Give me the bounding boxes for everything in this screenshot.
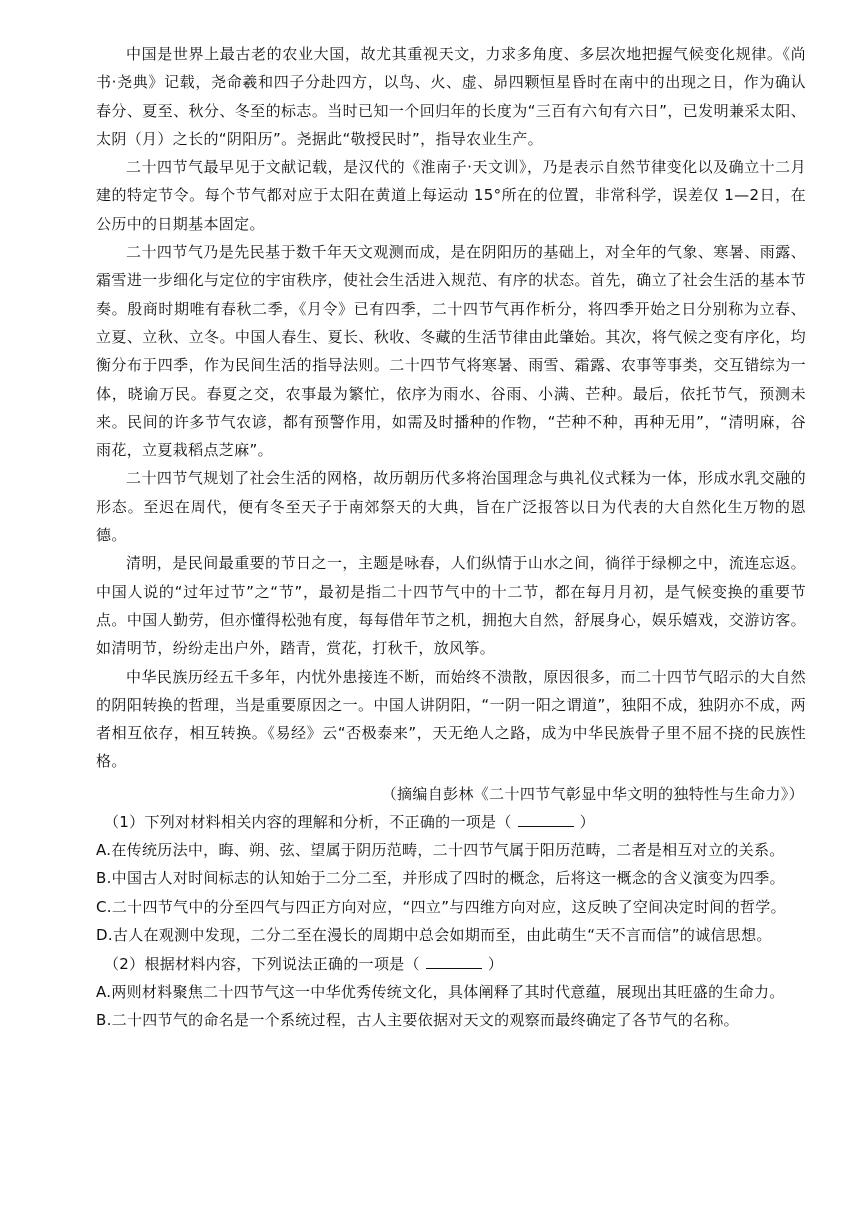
- question-1-option-a[interactable]: A.在传统历法中，晦、朔、弦、望属于阴历范畴，二十四节气属于阳历范畴，二者是相互对立的关系。: [96, 840, 785, 859]
- question-2-stem-text: （2）根据材料内容，下列说法正确的一项是（: [104, 954, 420, 973]
- question-2-option-b[interactable]: B.二十四节气的命名是一个系统过程，古人主要依据对天文的观察而最终确定了各节气的名称。: [96, 1011, 739, 1030]
- question-2: [96, 950, 806, 1035]
- question-1-stem-text: （1）下列对材料相关内容的理解和分析，不正确的一项是（: [104, 812, 512, 831]
- paragraph-5: 清明，是民间最重要的节日之一，主题是咏春，人们纵情于山水之间，徜徉于绿柳之中，流连忘返。中国人说的“过年过节”之“节”，最初是指二十四节气中的十二节，都在每月月初，是气候变换的重要节点。中国人勤劳，但亦懂得松弛有度，每每借年节之机，拥抱大自然，舒展身心，娱乐嬉戏，交游访客。如清明节，纷纷走出户外，踏青，赏花，打秋千，放风筝。: [96, 554, 806, 658]
- question-1-stem-close: ）: [579, 812, 595, 831]
- question-1: [96, 808, 806, 950]
- paragraph-3: 二十四节气乃是先民基于数千年天文观测而成，是在阴阳历的基础上，对全年的气象、寒暑、雨露、霜雪进一步细化与定位的宇宙秩序，使社会生活进入规范、有序的状态。首先，确立了社会生活的基本节奏。殷商时期唯有春秋二季，《月令》已有四季，二十四节气再作析分，将四季开始之日分别称为立春、立夏、立秋、立冬。中国人春生、夏长、秋收、冬藏的生活节律由此肇始。其次，将气候之变有序化，均衡分布于四季，作为民间生活的指导法则。二十四节气将寒暑、雨雪、霜露、农事等事类，交互错综为一体，晓谕万民。春夏之交，农事最为繁忙，依序为雨水、谷雨、小满、芒种。最后，依托节气，预测未来。民间的许多节气农谚，都有预警作用，如需及时播种的作物，“芒种不种，再种无用”，“清明麻，谷雨花，立夏栽稻点芝麻”。: [96, 243, 806, 460]
- paragraph-2: 二十四节气最早见于文献记载，是汉代的《淮南子·天文训》，乃是表示自然节律变化以及确立十二月建的特定节令。每个节气都对应于太阳在黄道上每运动 15°所在的位置，非常科学，误差仅 1—2日，在公历中的日期基本固定。: [96, 158, 806, 233]
- question-2-option-a[interactable]: A.两则材料聚焦二十四节气这一中华优秀传统文化，具体阐释了其时代意蕴，展现出其旺盛的生命力。: [96, 982, 785, 1001]
- answer-blank[interactable]: [518, 812, 574, 827]
- source-citation: （摘编自彭林《二十四节气彰显中华文明的独特性与生命力》）: [381, 784, 804, 803]
- paragraph-6: 中华民族历经五千多年，内忧外患接连不断，而始终不溃散，原因很多，而二十四节气昭示的大自然的阴阳转换的哲理，当是重要原因之一。中国人讲阴阳，“一阴一阳之谓道”，独阳不成，独阴亦不成，两者相互依存，相互转换。《易经》云“否极泰来”，天无绝人之路，成为中华民族骨子里不屈不挠的民族性格。: [96, 667, 806, 771]
- question-1-stem: [96, 808, 806, 836]
- question-1-option-b[interactable]: B.中国古人对时间标志的认知始于二分二至，并形成了四时的概念，后将这一概念的含义演变为四季。: [96, 869, 785, 888]
- question-1-option-c[interactable]: C.二十四节气中的分至四气与四正方向对应，“四立”与四维方向对应，这反映了空间决定时间的哲学。: [96, 897, 786, 916]
- question-2-stem-close: ）: [487, 954, 504, 973]
- question-1-option-d[interactable]: D.古人在观测中发现，二分二至在漫长的周期中总会如期而至，由此萌生“天不言而信”的诚信思想。: [96, 926, 772, 945]
- question-2-stem: [96, 950, 806, 978]
- answer-blank[interactable]: [426, 954, 482, 969]
- paragraph-1: 中国是世界上最古老的农业大国，故尤其重视天文，力求多角度、多层次地把握气候变化规律。《尚书·尧典》记载，尧命羲和四子分赴四方，以鸟、火、虚、昴四颗恒星昏时在南中的出现之日，作为确认春分、夏至、秋分、冬至的标志。当时已知一个回归年的长度为“三百有六旬有六日”，已发明兼采太阳、太阴（月）之长的“阴阳历”。尧据此“敬授民时”，指导农业生产。: [96, 45, 806, 148]
- paragraph-4: 二十四节气规划了社会生活的网格，故历朝历代多将治国理念与典礼仪式糅为一体，形成水乳交融的形态。至迟在周代，便有冬至天子于南郊祭天的大典，旨在广泛报答以日为代表的大自然化生万物的恩德。: [96, 469, 806, 545]
